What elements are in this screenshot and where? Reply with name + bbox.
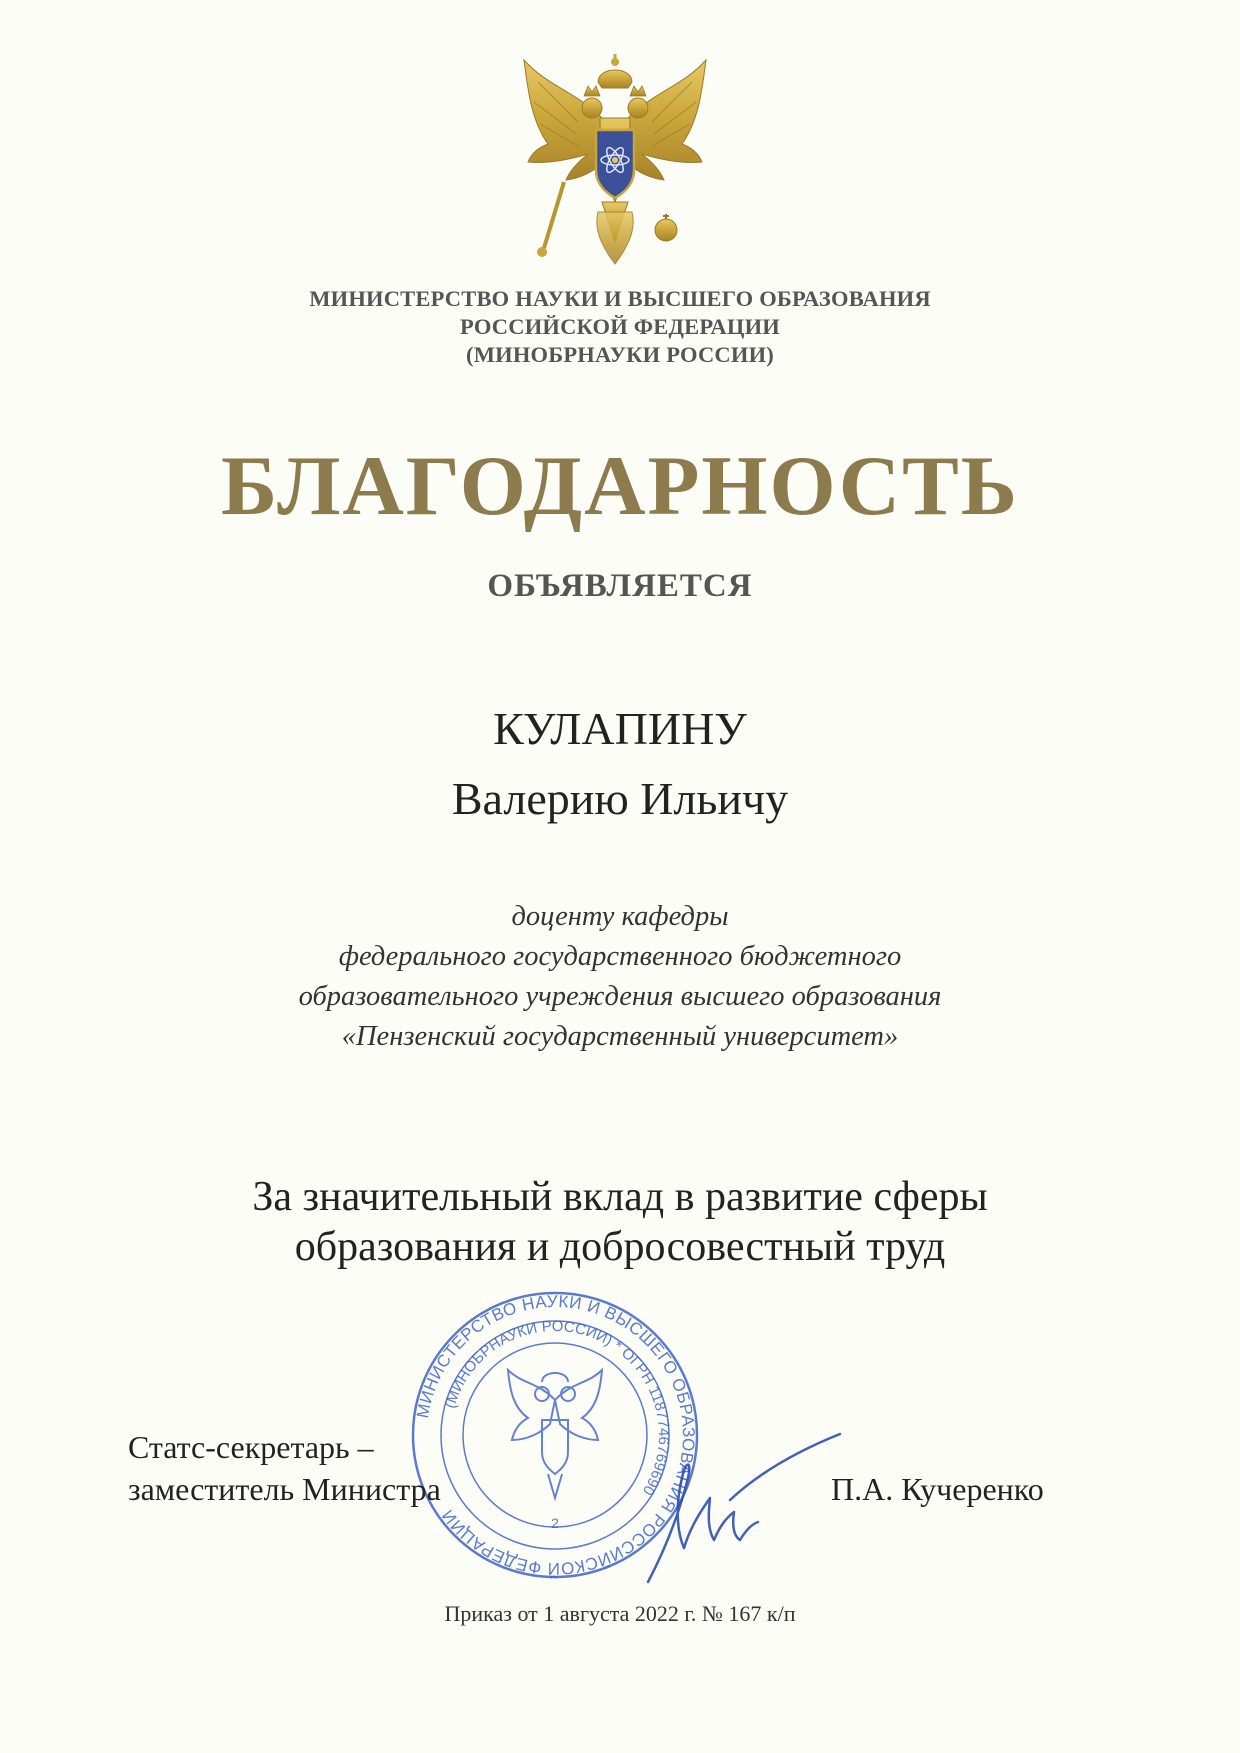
signatory-title-line-2: заместитель Министра (128, 1471, 441, 1507)
signatory-title (128, 1426, 441, 1510)
position-line-4: «Пензенский государственный университет» (341, 1021, 899, 1052)
announced-label: ОБЪЯВЛЯЕТСЯ (487, 568, 753, 604)
position-line-1: доценту кафедры (511, 901, 729, 932)
award-reason (0, 1172, 1240, 1272)
order-reference: Приказ от 1 августа 2022 г. № 167 к/п (444, 1601, 796, 1626)
recipient-given-names: Валерию Ильичу (451, 773, 789, 824)
signatory-name: П.А. Кучеренко (831, 1471, 1044, 1507)
reason-line-1: За значительный вклад в развитие сферы (252, 1174, 988, 1220)
ministry-line-1: МИНИСТЕРСТВО НАУКИ И ВЫСШЕГО ОБРАЗОВАНИЯ (309, 286, 931, 311)
ministry-line-2: РОССИЙСКОЙ ФЕДЕРАЦИИ (460, 314, 780, 339)
handwritten-signature (630, 1420, 850, 1590)
stamp-eagle-icon (508, 1370, 602, 1498)
ministry-emblem-icon (518, 52, 712, 270)
signatory-title-line-1: Статс-секретарь – (128, 1429, 374, 1465)
reason-line-2: образования и добросовестный труд (294, 1224, 946, 1270)
stamp-outer-text: МИНИСТЕРСТВО НАУКИ И ВЫСШЕГО ОБРАЗОВАНИЯ РОССИЙСКОЙ ФЕДЕРАЦИИ (413, 1291, 699, 1579)
recipient-surname: КУЛАПИНУ (493, 703, 747, 754)
recipient-position (0, 897, 1240, 1057)
stamp-number: 2 (551, 1515, 559, 1531)
position-line-3: образовательного учреждения высшего образования (298, 981, 942, 1012)
ministry-heading (0, 285, 1240, 369)
ministry-line-3: (МИНОБРНАУКИ РОССИИ) (466, 342, 774, 367)
certificate-title: БЛАГОДАРНОСТЬ (221, 439, 1019, 533)
stamp-middle-text: (МИНОБРНАУКИ РОССИИ) * ОГРН 1187746769690 (441, 1317, 673, 1499)
position-line-2: федерального государственного бюджетного (338, 941, 902, 972)
